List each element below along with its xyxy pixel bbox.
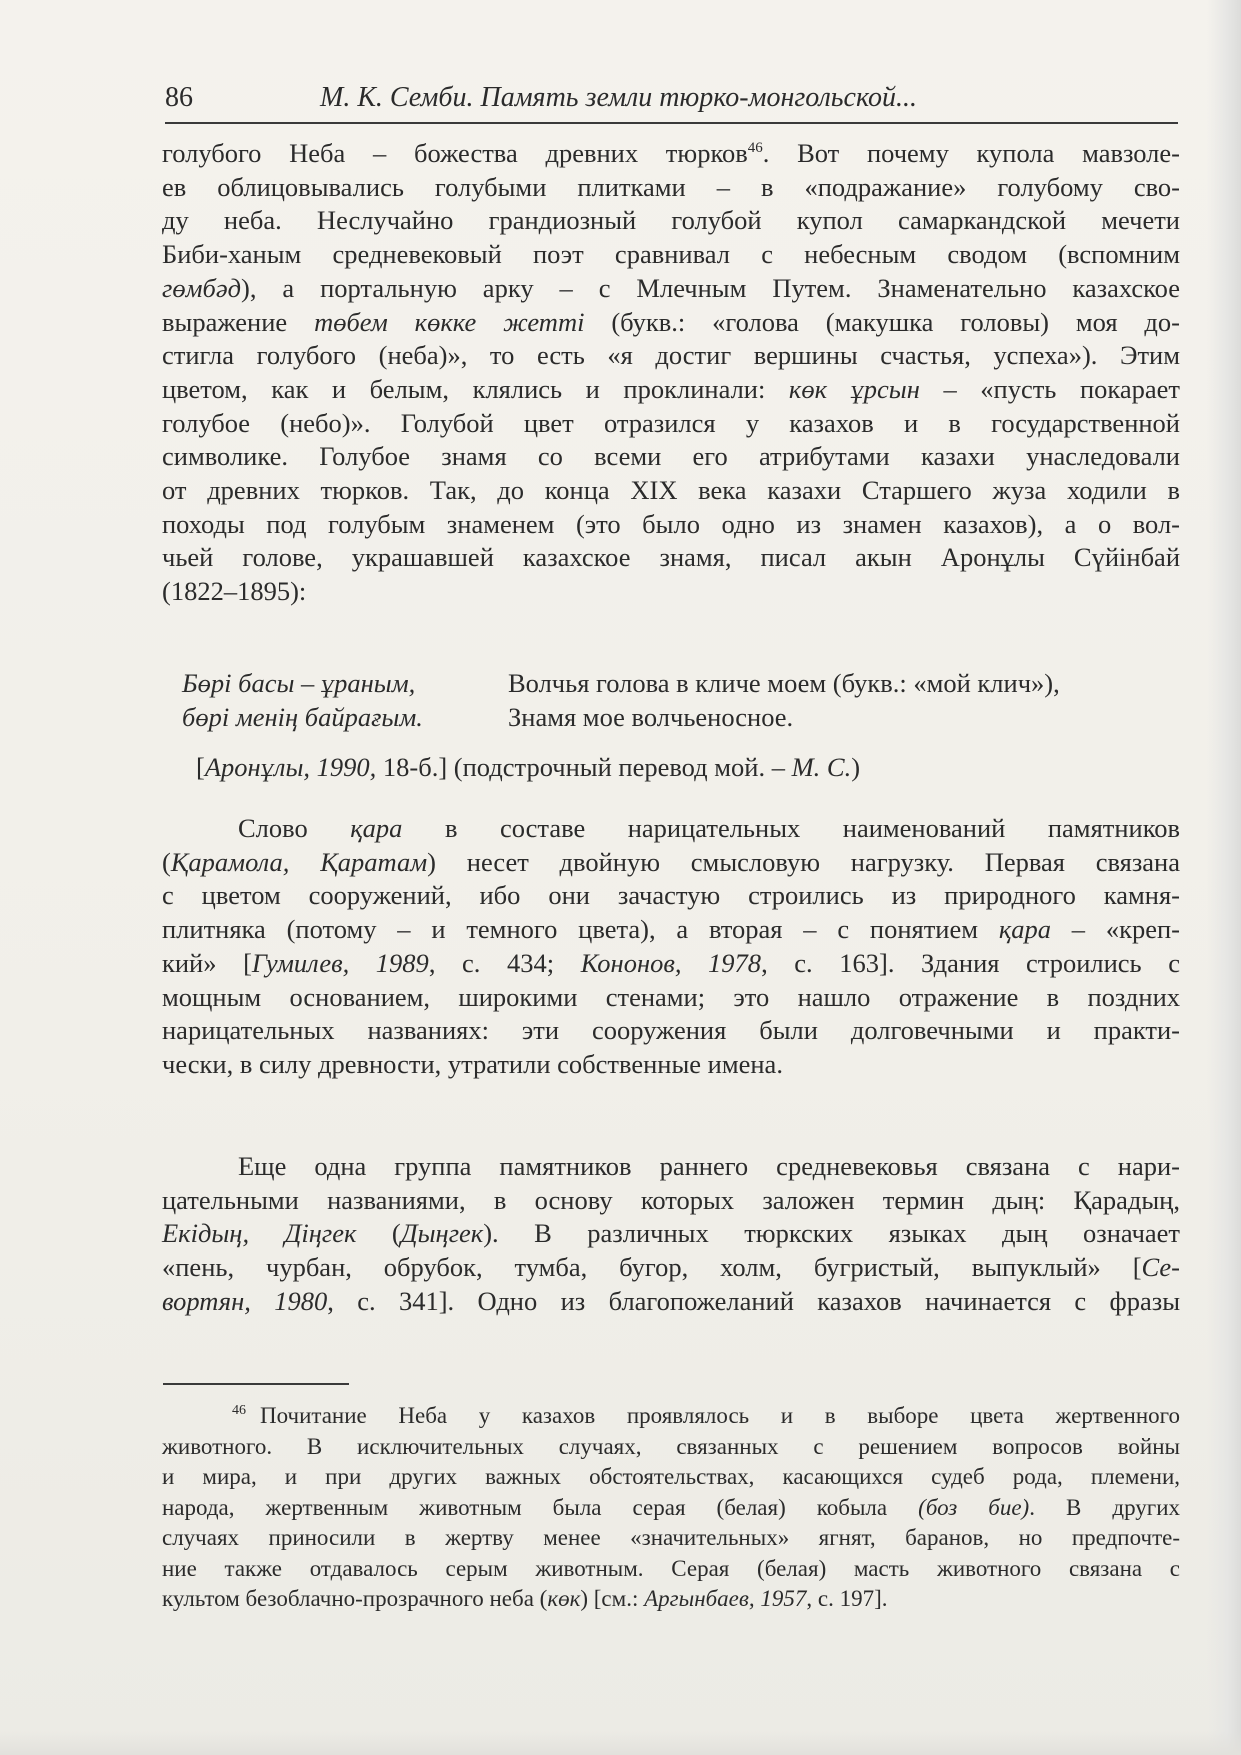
text-run: ). В различных тюркских языках дың означает xyxy=(483,1218,1181,1249)
italic-term: (боз бие) xyxy=(918,1494,1030,1520)
text-line: мощным основанием, широкими стенами; это нашло отражение в поздних xyxy=(162,981,1180,1012)
italic-term: Кононов, 1978 xyxy=(580,947,762,978)
text-line: случаях приносили в жертву менее «значительных» ягнят, баранов, но предпочте- xyxy=(162,1525,1180,1550)
text-line xyxy=(162,373,1180,407)
text-run: 18-б.] (подстрочный перевод мой. – xyxy=(376,752,792,782)
text-run: . Вот почему купола мавзоле- xyxy=(762,138,1180,168)
italic-term: Дыңгек xyxy=(400,1218,484,1249)
text-line: стигла голубого (неба)», то есть «я достиг вершины счастья, успеха»). Этим xyxy=(162,340,1180,371)
text-run: ) [см.: xyxy=(580,1586,645,1611)
text-run: Почитание Неба у казахов проявлялось и в выборе цвета жертвенного xyxy=(260,1403,1180,1428)
text-line xyxy=(162,1217,1180,1251)
text-line xyxy=(162,812,1180,846)
text-run: выражение xyxy=(162,306,315,337)
italic-term: төбем көкке жетті xyxy=(314,306,585,337)
italic-term: М. С. xyxy=(791,752,852,782)
text-run: цветом, как и белым, клялись и проклинали: xyxy=(162,373,789,404)
verse-original: бөрі менің байрағым. xyxy=(182,702,423,732)
text-line xyxy=(162,132,1180,171)
page-number: 86 xyxy=(165,82,193,113)
text-line xyxy=(162,846,1180,880)
text-line xyxy=(162,913,1180,947)
italic-term: Аронұлы, 1990, xyxy=(204,752,377,782)
text-line: цательными названиями, в основу которых заложен термин дың: Қарадың, xyxy=(162,1184,1180,1215)
text-line: и мира, и при других важных обстоятельствах, касающихся судеб рода, племени, xyxy=(162,1464,1180,1489)
italic-term: көк ұрсын xyxy=(788,373,920,404)
text-run: народа, жертвенным животным была серая (белая) кобыла xyxy=(162,1494,919,1520)
italic-term: Қарамола, Қаратам xyxy=(170,846,428,877)
text-run: [ xyxy=(196,752,205,782)
italic-term: Екідың, Діңгек xyxy=(162,1218,357,1249)
italic-term: Се- xyxy=(1141,1252,1180,1283)
text-line xyxy=(162,1584,1180,1615)
italic-term: қара xyxy=(350,813,403,843)
text-run: ( xyxy=(356,1218,401,1249)
text-line: (1822–1895): xyxy=(162,576,307,607)
paragraph-2 xyxy=(162,812,1180,1082)
verse-quote xyxy=(182,666,1182,734)
italic-term: көк xyxy=(547,1586,581,1611)
text-run: , с. 341]. Одно из благопожеланий казахов начинается с фразы xyxy=(327,1285,1181,1316)
text-line: ев облицовывались голубыми плитками – в «подражание» голубому сво- xyxy=(162,171,1180,202)
text-line: с цветом сооружений, ибо они зачастую строились из природного камня- xyxy=(162,880,1180,911)
text-run: , с. 163]. Здания строились с xyxy=(761,947,1180,978)
text-line xyxy=(162,306,1180,340)
italic-term: Гумилев, 1989 xyxy=(251,947,429,978)
text-line: животного. В исключительных случаях, связанных с решением вопросов войны xyxy=(162,1433,1180,1459)
text-run: – «пусть покарает xyxy=(919,373,1180,404)
text-run: . В других xyxy=(1029,1494,1181,1520)
footnote-ref: 46 xyxy=(747,140,763,156)
verse-original: Бөрі басы – ұраным, xyxy=(182,668,416,698)
text-line: чески, в силу древности, утратили собственные имена. xyxy=(162,1048,783,1079)
text-line xyxy=(162,1396,1180,1432)
footnote-divider xyxy=(163,1383,349,1385)
page-edge-shadow xyxy=(1207,0,1241,1755)
text-run: в составе нарицательных наименований памятников xyxy=(402,813,1181,843)
italic-term: гөмбәд xyxy=(162,272,241,303)
text-run: – «креп- xyxy=(1050,914,1180,945)
paragraph-1 xyxy=(162,132,1180,609)
text-line: ду неба. Неслучайно грандиозный голубой купол самаркандской мечети xyxy=(162,205,1180,236)
text-run: ) несет двойную смысловую нагрузку. Первая связана xyxy=(427,846,1181,877)
text-line xyxy=(162,947,1180,981)
verse-row xyxy=(182,666,1182,700)
footnote-mark: 46 xyxy=(232,1403,246,1418)
italic-term: қара xyxy=(998,914,1051,945)
text-line: ние также отдавалось серым животным. Серая (белая) масть животного связана с xyxy=(162,1555,1180,1581)
paragraph-3 xyxy=(162,1150,1180,1319)
italic-term: вортян, 1980 xyxy=(162,1285,328,1316)
text-run: культом безоблачно-прозрачного неба ( xyxy=(162,1586,548,1611)
text-line: от древних тюрков. Так, до конца XIX века казахи Старшего жуза ходили в xyxy=(162,475,1180,506)
text-line xyxy=(162,1285,1180,1319)
text-line: символике. Голубое знамя со всеми его атрибутами казахи унаследовали xyxy=(162,441,1180,472)
text-run: ), а портальную арку – с Млечным Путем. Знаменательно казахское xyxy=(241,272,1180,303)
running-title: М. К. Семби. Память земли тюрко-монгольской... xyxy=(320,82,917,113)
text-line: Биби-ханым средневековый поэт сравнивал с небесным сводом (вспомним xyxy=(162,239,1180,270)
verse-citation xyxy=(196,750,860,784)
page-header xyxy=(165,78,1178,124)
text-line xyxy=(162,1493,1180,1524)
text-line xyxy=(162,272,1180,306)
text-line: чьей голове, украшавшей казахское знамя, писал акын Аронұлы Сүйінбай xyxy=(162,542,1180,573)
text-run: кий» [ xyxy=(162,947,252,978)
text-line: нарицательных названиях: эти сооружения были долговечными и практи- xyxy=(162,1015,1180,1046)
text-run: голубого Неба – божества древних тюрков xyxy=(162,138,748,168)
footnote-46 xyxy=(162,1396,1180,1615)
text-line: голубое (небо)». Голубой цвет отразился у казахов и в государственной xyxy=(162,407,1180,438)
italic-term: Аргынбаев, 1957 xyxy=(644,1586,807,1611)
text-line: походы под голубым знаменем (это было одно из знамен казахов), а о вол- xyxy=(162,508,1180,539)
page-bottom-shadow xyxy=(0,1731,1241,1755)
verse-translation: Волчья голова в кличе моем (букв.: «мой клич»), xyxy=(508,668,1060,698)
text-run: , с. 197]. xyxy=(806,1586,888,1611)
text-run: Слово xyxy=(238,813,351,843)
text-run: плитняка (потому – и темного цвета), а вторая – с понятием xyxy=(162,914,999,945)
text-run: «пень, чурбан, обрубок, тумба, бугор, холм, бугристый, выпуклый» [ xyxy=(162,1252,1142,1283)
text-line xyxy=(162,1251,1180,1285)
verse-row xyxy=(182,700,1182,734)
text-run: (букв.: «голова (макушка головы) моя до- xyxy=(584,306,1180,337)
text-run: , с. 434; xyxy=(428,947,581,978)
text-run: ) xyxy=(851,752,861,782)
text-line: Еще одна группа памятников раннего средневековья связана с нари- xyxy=(238,1151,1180,1181)
verse-translation: Знамя мое волчьеносное. xyxy=(508,702,794,732)
text-run: ( xyxy=(162,846,171,877)
